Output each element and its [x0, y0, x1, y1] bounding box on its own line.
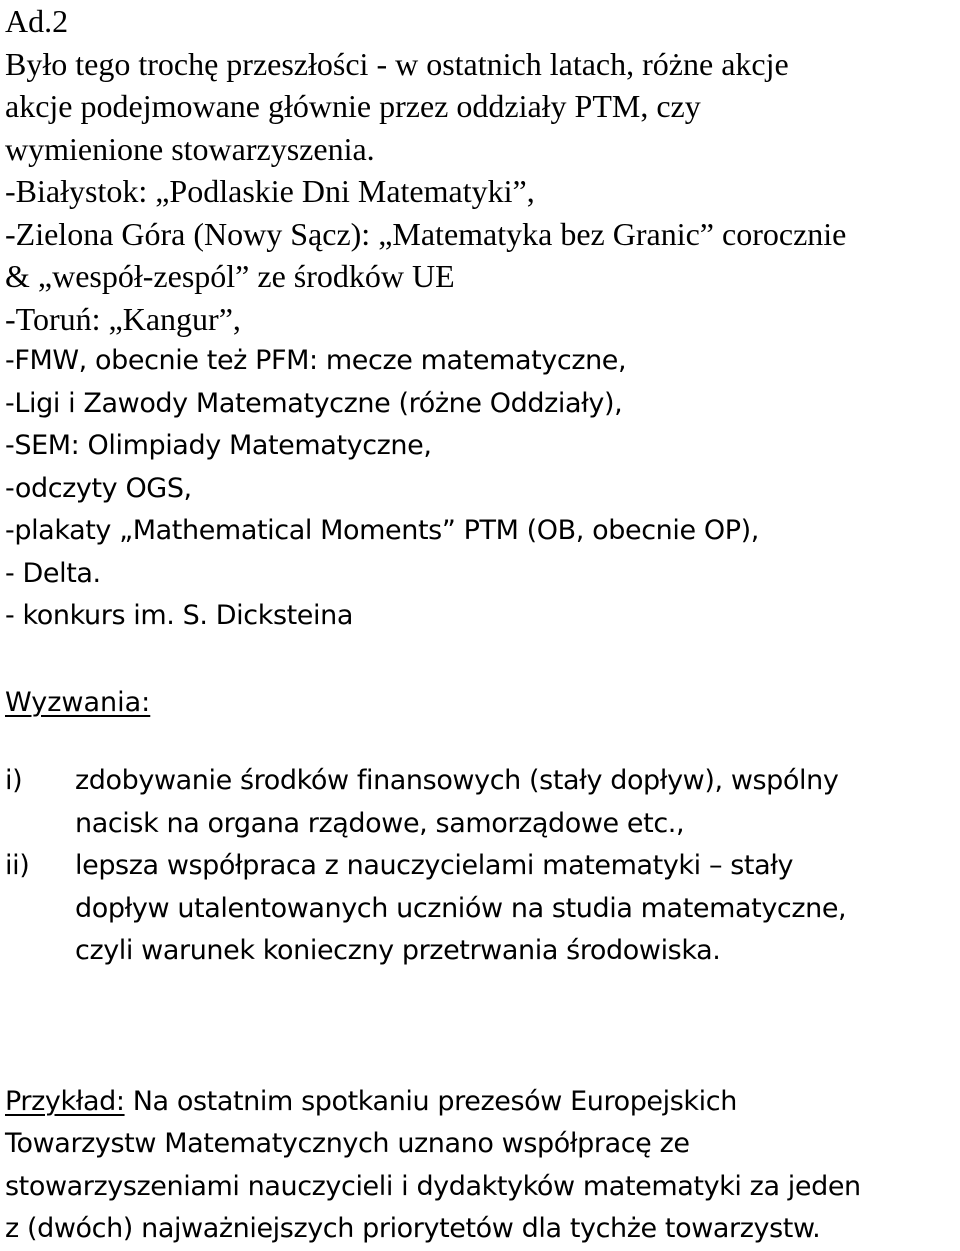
challenge-text [75, 845, 957, 973]
action-item: -Białystok: „Podlaskie Dni Matematyki”, [5, 173, 535, 209]
challenge-line: lepsza współpraca z nauczycielami matematyki – stały [75, 850, 794, 881]
list-marker: i) [5, 765, 23, 796]
challenges-heading: Wyzwania: [5, 686, 151, 718]
action-item: -plakaty „Mathematical Moments” PTM (OB, obecnie OP), [5, 515, 759, 546]
challenge-line: nacisk na organa rządowe, samorządowe etc., [75, 807, 685, 839]
page-title: Ad.2 [5, 3, 69, 39]
action-item: -Ligi i Zawody Matematyczne (różne Oddziały), [5, 387, 623, 419]
action-item: -SEM: Olimpiady Matematyczne, [5, 430, 432, 461]
action-item: -odczyty OGS, [5, 472, 192, 504]
action-item: -Toruń: „Kangur”, [5, 300, 241, 337]
challenge-line: zdobywanie środków finansowych (stały dopływ), wspólny [75, 765, 839, 796]
action-item: -Zielona Góra (Nowy Sącz): „Matematyka bez Granic” corocznie [5, 215, 847, 252]
challenge-item [5, 845, 957, 973]
example-text: Na ostatnim spotkaniu prezesów Europejskich [124, 1085, 737, 1117]
document-page [5, 0, 957, 1251]
challenge-line: czyli warunek konieczny przetrwania środowiska. [75, 935, 721, 966]
example-line: stowarzyszeniami nauczycieli i dydaktyków matematyki za jeden [5, 1170, 861, 1202]
intro-line: wymienione stowarzyszenia. [5, 130, 375, 167]
action-item: & „wespół-zespól” ze środków UE [5, 258, 455, 294]
action-item: - konkurs im. S. Dicksteina [5, 600, 353, 631]
example-line: z (dwóch) najważniejszych priorytetów dla tychże towarzystw. [5, 1213, 821, 1244]
action-item: - Delta. [5, 557, 101, 589]
challenge-item [5, 760, 957, 845]
example-label: Przykład: [5, 1085, 125, 1117]
challenge-text [75, 760, 957, 845]
example-first-line [5, 1081, 957, 1124]
example-paragraph [5, 1081, 957, 1251]
example-line: Towarzystw Matematycznych uznano współpracę ze [5, 1128, 690, 1159]
intro-line: Było tego trochę przeszłości - w ostatnich latach, różne akcje [5, 45, 789, 82]
list-marker: ii) [5, 850, 30, 881]
intro-line: akcje podejmowane głównie przez oddziały PTM, czy [5, 88, 701, 124]
challenge-line: dopływ utalentowanych uczniów na studia matematyczne, [75, 892, 847, 924]
action-item: -FMW, obecnie też PFM: mecze matematyczne, [5, 345, 627, 376]
